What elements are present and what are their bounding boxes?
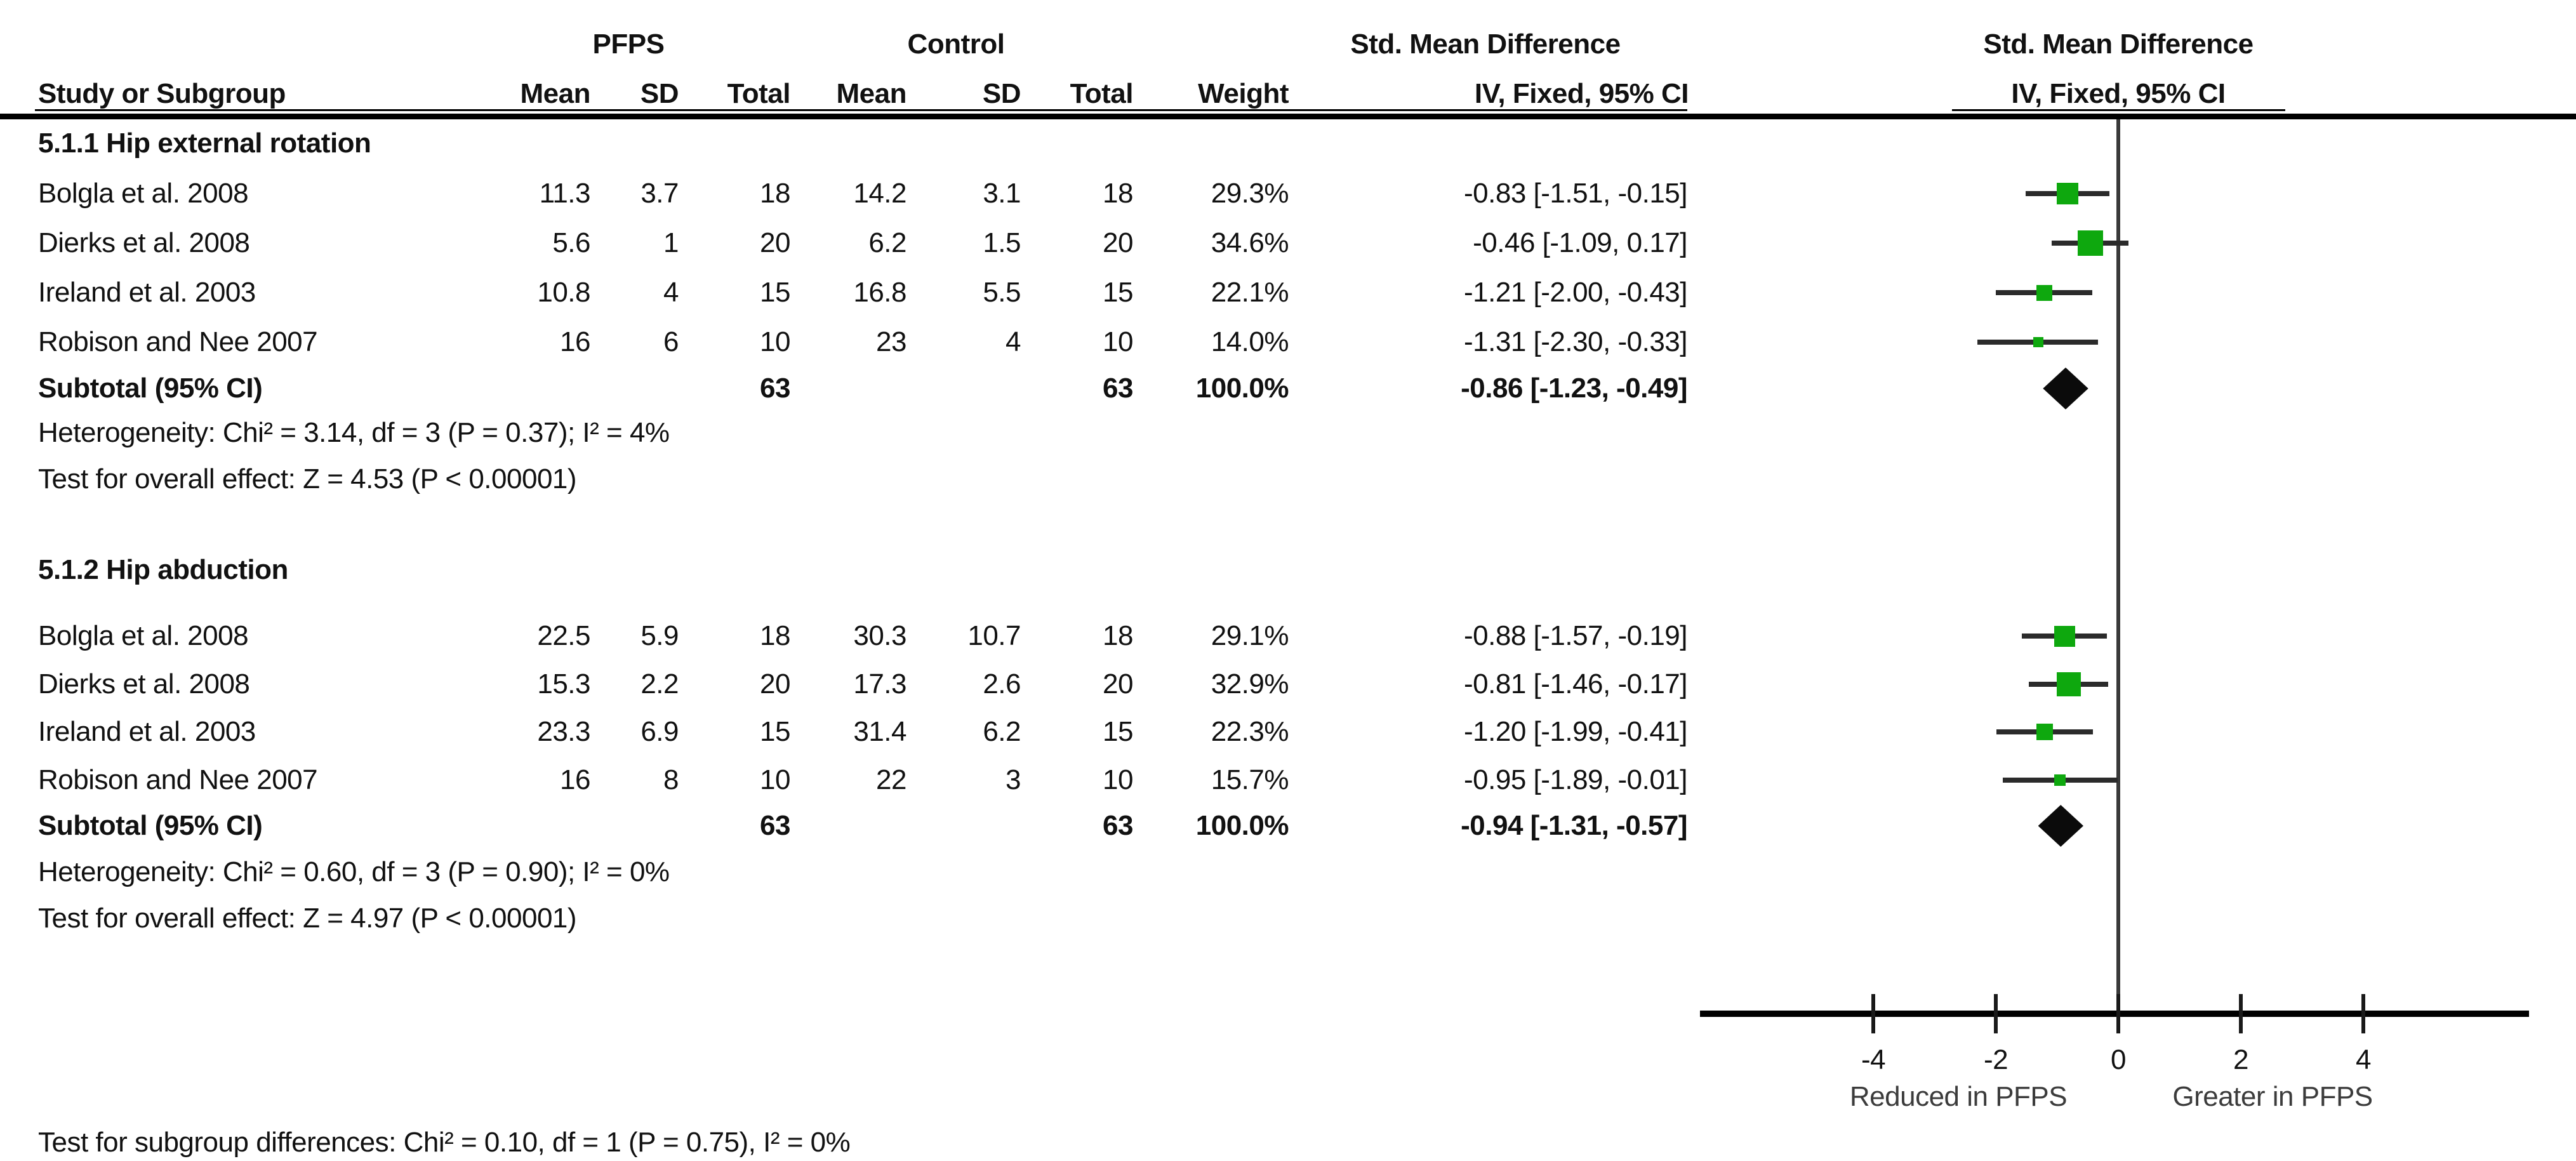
greater-direction-label: Greater in PFPS: [2172, 1081, 2373, 1112]
subtotal-pfps-total: 63: [760, 810, 790, 841]
axis-tick: [2239, 994, 2243, 1033]
study-name: Ireland et al. 2003: [38, 277, 256, 308]
pfps-total: 18: [760, 620, 790, 651]
ci-text-cell: -0.88 [-1.57, -0.19]: [1464, 620, 1687, 651]
subtotal-pfps-total: 63: [760, 373, 790, 404]
smd-column-header-left: Std. Mean Difference: [1350, 29, 1621, 60]
control-sd-header: SD: [982, 78, 1021, 109]
control-mean: 16.8: [853, 277, 906, 308]
study-name: Robison and Nee 2007: [38, 764, 318, 795]
effect-square: [2057, 183, 2078, 204]
axis-tick-label: 2: [2233, 1044, 2248, 1075]
axis-tick-label: 4: [2356, 1044, 2371, 1075]
pfps-mean: 16: [560, 764, 590, 795]
control-mean: 30.3: [853, 620, 906, 651]
smd-column-header-right: Std. Mean Difference: [1983, 29, 2254, 60]
subtotal-control-total: 63: [1103, 810, 1133, 841]
weight-cell: 15.7%: [1211, 764, 1289, 795]
control-total: 20: [1103, 668, 1133, 700]
control-sd: 4: [1006, 326, 1021, 357]
study-name: Robison and Nee 2007: [38, 326, 318, 357]
axis-tick-label: 0: [2111, 1044, 2126, 1075]
control-total: 15: [1103, 277, 1133, 308]
pfps-sd: 6.9: [641, 716, 679, 747]
ci-text-cell: -1.20 [-1.99, -0.41]: [1464, 716, 1687, 747]
subtotal-diamond: [2043, 368, 2088, 409]
weight-header: Weight: [1198, 78, 1289, 109]
subtotal-diamond: [2038, 805, 2083, 847]
pfps-total: 20: [760, 227, 790, 258]
zero-line: [2116, 119, 2120, 1011]
study-name: Ireland et al. 2003: [38, 716, 256, 747]
ci-text-cell: -0.95 [-1.89, -0.01]: [1464, 764, 1687, 795]
pfps-total: 15: [760, 716, 790, 747]
control-group-header: Control: [907, 29, 1005, 60]
ci-text-cell: -0.81 [-1.46, -0.17]: [1464, 668, 1687, 700]
subtotal-weight: 100.0%: [1195, 373, 1289, 404]
pfps-total: 10: [760, 764, 790, 795]
subgroup-differences-text: Test for subgroup differences: Chi² = 0.10, df = 1 (P = 0.75), I² = 0%: [38, 1127, 851, 1158]
axis-tick-label: -4: [1861, 1044, 1886, 1075]
control-sd: 3.1: [983, 178, 1021, 209]
subtotal-control-total: 63: [1103, 373, 1133, 404]
control-total: 10: [1103, 326, 1133, 357]
effect-square: [2057, 672, 2081, 696]
axis-tick: [2361, 994, 2365, 1033]
control-mean: 22: [876, 764, 906, 795]
reduced-direction-label: Reduced in PFPS: [1849, 1081, 2068, 1112]
pfps-sd: 6: [663, 326, 679, 357]
ci-text-cell: -0.46 [-1.09, 0.17]: [1473, 227, 1687, 258]
pfps-total: 10: [760, 326, 790, 357]
ci-text-cell: -1.31 [-2.30, -0.33]: [1464, 326, 1687, 357]
pfps-sd: 8: [663, 764, 679, 795]
subtotal-ci-text: -0.94 [-1.31, -0.57]: [1461, 810, 1687, 841]
heterogeneity-text: Heterogeneity: Chi² = 3.14, df = 3 (P = 0.37); I² = 4%: [38, 417, 670, 448]
pfps-mean: 22.5: [537, 620, 590, 651]
pfps-sd: 2.2: [641, 668, 679, 700]
pfps-mean: 16: [560, 326, 590, 357]
heterogeneity-text: Heterogeneity: Chi² = 0.60, df = 3 (P = 0.90); I² = 0%: [38, 856, 670, 887]
subgroup-title: 5.1.2 Hip abduction: [38, 554, 288, 585]
pfps-total: 18: [760, 178, 790, 209]
overall-effect-text: Test for overall effect: Z = 4.97 (P < 0.00001): [38, 903, 577, 934]
control-sd: 10.7: [967, 620, 1021, 651]
study-name: Dierks et al. 2008: [38, 668, 250, 700]
weight-cell: 22.3%: [1211, 716, 1289, 747]
ci-text-cell: -1.21 [-2.00, -0.43]: [1464, 277, 1687, 308]
control-sd: 6.2: [983, 716, 1021, 747]
pfps-sd-header: SD: [640, 78, 679, 109]
control-mean: 14.2: [853, 178, 906, 209]
subtotal-label: Subtotal (95% CI): [38, 373, 263, 404]
subgroup-title: 5.1.1 Hip external rotation: [38, 128, 371, 159]
control-total: 15: [1103, 716, 1133, 747]
control-total-header: Total: [1070, 78, 1133, 109]
pfps-mean: 10.8: [537, 277, 590, 308]
axis-tick: [1994, 994, 1998, 1033]
weight-cell: 22.1%: [1211, 277, 1289, 308]
study-name: Bolgla et al. 2008: [38, 178, 249, 209]
study-name: Bolgla et al. 2008: [38, 620, 249, 651]
control-mean: 6.2: [868, 227, 906, 258]
control-total: 18: [1103, 178, 1133, 209]
weight-cell: 32.9%: [1211, 668, 1289, 700]
weight-cell: 29.3%: [1211, 178, 1289, 209]
weight-cell: 14.0%: [1211, 326, 1289, 357]
overall-effect-text: Test for overall effect: Z = 4.53 (P < 0.00001): [38, 463, 577, 494]
subtotal-ci-text: -0.86 [-1.23, -0.49]: [1461, 373, 1687, 404]
subtotal-label: Subtotal (95% CI): [38, 810, 263, 841]
iv-fixed-ci-header-left: IV, Fixed, 95% CI: [1474, 78, 1689, 109]
header-underline-right: [1952, 109, 2285, 111]
control-sd: 1.5: [983, 227, 1021, 258]
control-sd: 5.5: [983, 277, 1021, 308]
effect-square: [2033, 337, 2043, 347]
effect-square: [2054, 626, 2075, 647]
pfps-sd: 1: [663, 227, 679, 258]
study-name: Dierks et al. 2008: [38, 227, 250, 258]
iv-fixed-ci-header-right: IV, Fixed, 95% CI: [2011, 78, 2226, 109]
pfps-mean: 11.3: [539, 178, 590, 209]
pfps-sd: 5.9: [641, 620, 679, 651]
pfps-mean: 5.6: [552, 227, 590, 258]
pfps-total: 15: [760, 277, 790, 308]
header-underline-left: [35, 109, 1687, 111]
control-total: 20: [1103, 227, 1133, 258]
control-sd: 2.6: [983, 668, 1021, 700]
control-mean: 23: [876, 326, 906, 357]
pfps-sd: 4: [663, 277, 679, 308]
effect-square: [2054, 774, 2066, 786]
effect-square: [2036, 724, 2053, 740]
control-mean: 31.4: [853, 716, 906, 747]
axis-tick: [1871, 994, 1875, 1033]
pfps-total-header: Total: [727, 78, 790, 109]
control-mean: 17.3: [853, 668, 906, 700]
control-total: 10: [1103, 764, 1133, 795]
pfps-mean: 15.3: [537, 668, 590, 700]
control-total: 18: [1103, 620, 1133, 651]
weight-cell: 34.6%: [1211, 227, 1289, 258]
axis-tick: [2116, 994, 2120, 1033]
pfps-group-header: PFPS: [592, 29, 665, 60]
effect-square: [2036, 285, 2052, 301]
pfps-sd: 3.7: [641, 178, 679, 209]
study-or-subgroup-header: Study or Subgroup: [38, 78, 286, 109]
axis-line: [1700, 1011, 2529, 1017]
ci-text-cell: -0.83 [-1.51, -0.15]: [1464, 178, 1687, 209]
pfps-mean-header: Mean: [520, 78, 590, 109]
control-mean-header: Mean: [836, 78, 906, 109]
effect-square: [2078, 230, 2103, 256]
pfps-mean: 23.3: [537, 716, 590, 747]
subtotal-weight: 100.0%: [1195, 810, 1289, 841]
axis-tick-label: -2: [1983, 1044, 2008, 1075]
header-rule: [0, 114, 2576, 119]
pfps-total: 20: [760, 668, 790, 700]
weight-cell: 29.1%: [1211, 620, 1289, 651]
control-sd: 3: [1006, 764, 1021, 795]
